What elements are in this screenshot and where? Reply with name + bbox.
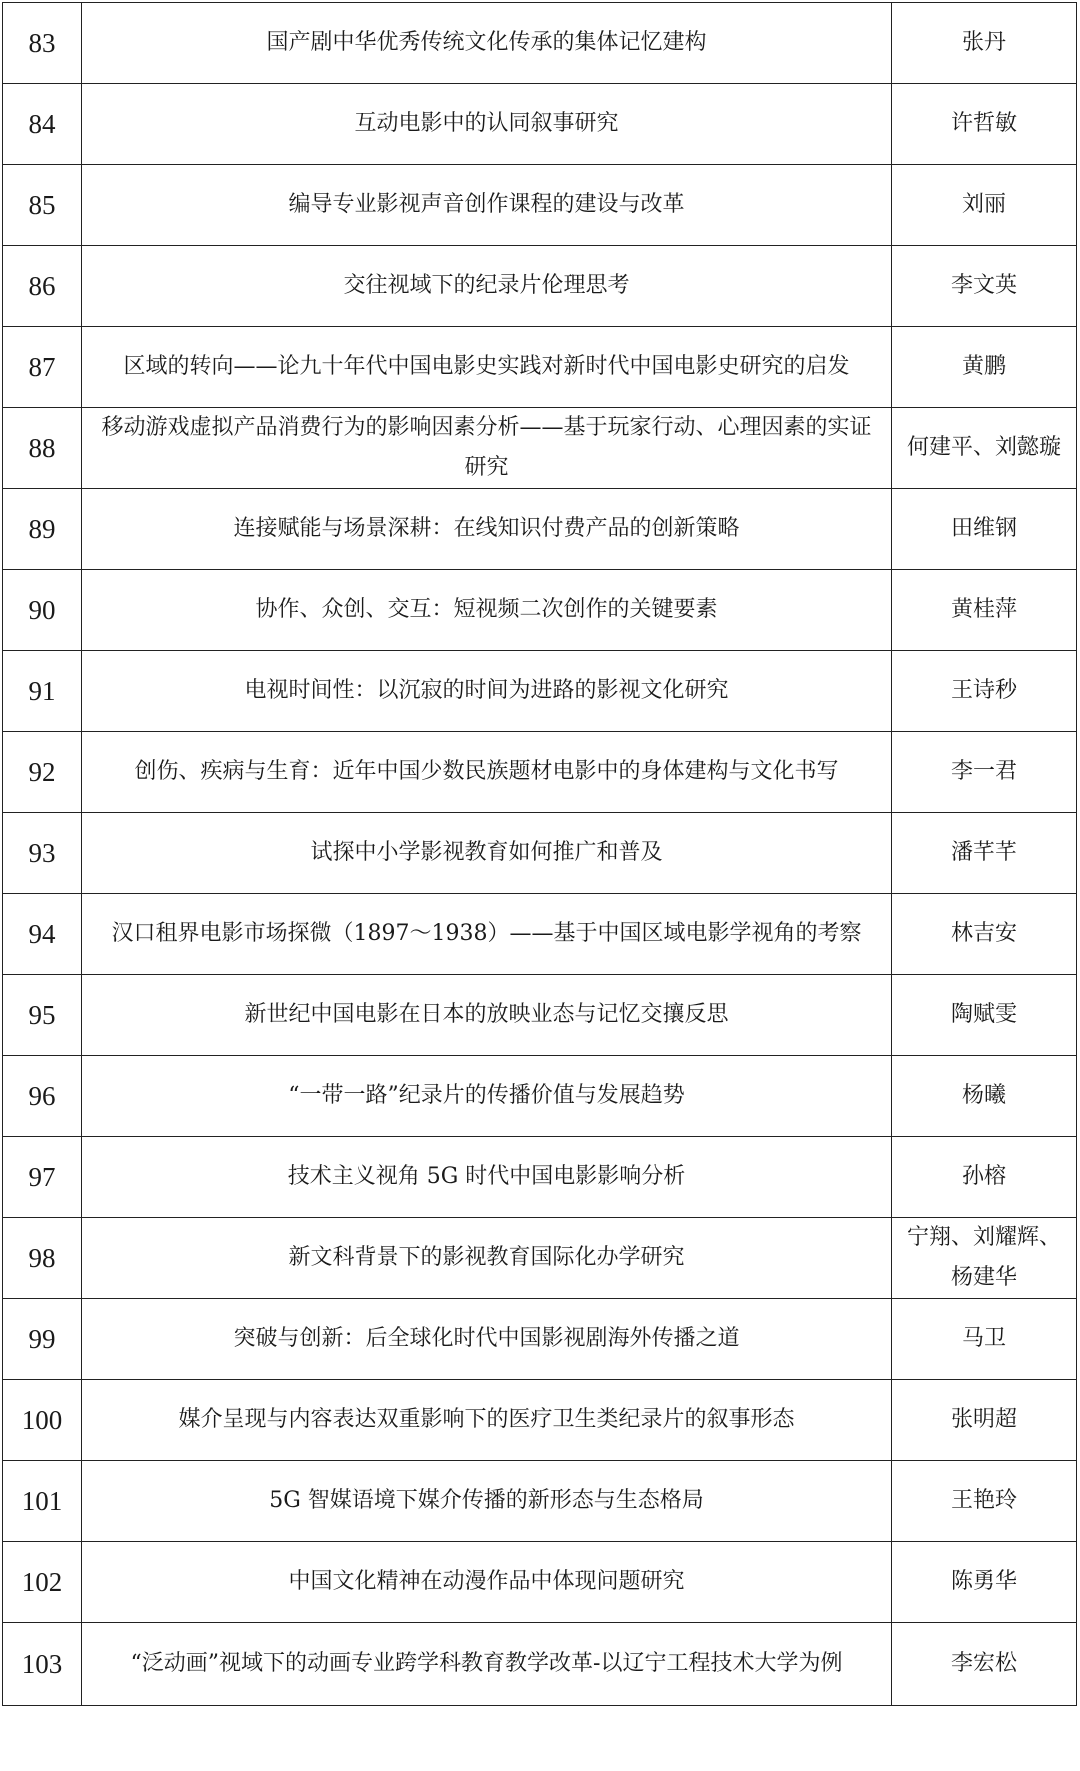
paper-author: 李文英 bbox=[892, 246, 1077, 327]
row-number: 100 bbox=[3, 1380, 82, 1461]
paper-author: 孙榕 bbox=[892, 1137, 1077, 1218]
row-number: 101 bbox=[3, 1461, 82, 1542]
paper-author: 王诗秒 bbox=[892, 651, 1077, 732]
paper-author: 田维钢 bbox=[892, 489, 1077, 570]
paper-title: 技术主义视角 5G 时代中国电影影响分析 bbox=[82, 1137, 892, 1218]
row-number: 90 bbox=[3, 570, 82, 651]
paper-title: “泛动画”视域下的动画专业跨学科教育教学改革-以辽宁工程技术大学为例 bbox=[82, 1623, 892, 1706]
row-number: 98 bbox=[3, 1218, 82, 1299]
paper-title: 连接赋能与场景深耕：在线知识付费产品的创新策略 bbox=[82, 489, 892, 570]
table-row bbox=[3, 1380, 1077, 1461]
row-number: 89 bbox=[3, 489, 82, 570]
paper-author: 张明超 bbox=[892, 1380, 1077, 1461]
paper-author: 杨曦 bbox=[892, 1056, 1077, 1137]
row-number: 94 bbox=[3, 894, 82, 975]
paper-title: 媒介呈现与内容表达双重影响下的医疗卫生类纪录片的叙事形态 bbox=[82, 1380, 892, 1461]
paper-author: 张丹 bbox=[892, 3, 1077, 84]
paper-title: 汉口租界电影市场探微（1897～1938）——基于中国区域电影学视角的考察 bbox=[82, 894, 892, 975]
paper-author: 马卫 bbox=[892, 1299, 1077, 1380]
paper-author: 李宏松 bbox=[892, 1623, 1077, 1706]
table-row bbox=[3, 3, 1077, 84]
paper-title: 新世纪中国电影在日本的放映业态与记忆交攘反思 bbox=[82, 975, 892, 1056]
row-number: 92 bbox=[3, 732, 82, 813]
table-row bbox=[3, 732, 1077, 813]
row-number: 95 bbox=[3, 975, 82, 1056]
table-row bbox=[3, 489, 1077, 570]
paper-title: 5G 智媒语境下媒介传播的新形态与生态格局 bbox=[82, 1461, 892, 1542]
row-number: 86 bbox=[3, 246, 82, 327]
paper-author: 刘丽 bbox=[892, 165, 1077, 246]
table-row bbox=[3, 813, 1077, 894]
row-number: 84 bbox=[3, 84, 82, 165]
table-row bbox=[3, 84, 1077, 165]
table-row bbox=[3, 1461, 1077, 1542]
paper-list-body bbox=[3, 3, 1077, 1706]
paper-author: 潘芊芊 bbox=[892, 813, 1077, 894]
table-row bbox=[3, 1218, 1077, 1299]
table-row bbox=[3, 327, 1077, 408]
paper-author: 何建平、刘懿璇 bbox=[892, 408, 1077, 489]
table-row bbox=[3, 246, 1077, 327]
row-number: 103 bbox=[3, 1623, 82, 1706]
table-row bbox=[3, 651, 1077, 732]
paper-title: 交往视域下的纪录片伦理思考 bbox=[82, 246, 892, 327]
paper-list-table bbox=[2, 2, 1077, 1706]
table-row bbox=[3, 1056, 1077, 1137]
paper-title: 协作、众创、交互：短视频二次创作的关键要素 bbox=[82, 570, 892, 651]
row-number: 91 bbox=[3, 651, 82, 732]
paper-author: 陈勇华 bbox=[892, 1542, 1077, 1623]
row-number: 93 bbox=[3, 813, 82, 894]
paper-author: 黄鹏 bbox=[892, 327, 1077, 408]
paper-title: 电视时间性：以沉寂的时间为进路的影视文化研究 bbox=[82, 651, 892, 732]
row-number: 87 bbox=[3, 327, 82, 408]
paper-title: “一带一路”纪录片的传播价值与发展趋势 bbox=[82, 1056, 892, 1137]
row-number: 85 bbox=[3, 165, 82, 246]
table-row bbox=[3, 408, 1077, 489]
table-row bbox=[3, 1623, 1077, 1706]
paper-author: 李一君 bbox=[892, 732, 1077, 813]
paper-author: 宁翔、刘耀辉、杨建华 bbox=[892, 1218, 1077, 1299]
paper-title: 移动游戏虚拟产品消费行为的影响因素分析——基于玩家行动、心理因素的实证研究 bbox=[82, 408, 892, 489]
paper-title: 编导专业影视声音创作课程的建设与改革 bbox=[82, 165, 892, 246]
table-row bbox=[3, 894, 1077, 975]
paper-title: 创伤、疾病与生育：近年中国少数民族题材电影中的身体建构与文化书写 bbox=[82, 732, 892, 813]
row-number: 96 bbox=[3, 1056, 82, 1137]
paper-title: 新文科背景下的影视教育国际化办学研究 bbox=[82, 1218, 892, 1299]
paper-author: 许哲敏 bbox=[892, 84, 1077, 165]
table-row bbox=[3, 1299, 1077, 1380]
row-number: 88 bbox=[3, 408, 82, 489]
paper-title: 中国文化精神在动漫作品中体现问题研究 bbox=[82, 1542, 892, 1623]
paper-author: 黄桂萍 bbox=[892, 570, 1077, 651]
table-row bbox=[3, 1542, 1077, 1623]
row-number: 99 bbox=[3, 1299, 82, 1380]
row-number: 97 bbox=[3, 1137, 82, 1218]
paper-title: 试探中小学影视教育如何推广和普及 bbox=[82, 813, 892, 894]
table-row bbox=[3, 1137, 1077, 1218]
paper-title: 互动电影中的认同叙事研究 bbox=[82, 84, 892, 165]
table-row bbox=[3, 570, 1077, 651]
row-number: 83 bbox=[3, 3, 82, 84]
paper-author: 陶赋雯 bbox=[892, 975, 1077, 1056]
paper-title: 突破与创新：后全球化时代中国影视剧海外传播之道 bbox=[82, 1299, 892, 1380]
table-row bbox=[3, 165, 1077, 246]
paper-author: 王艳玲 bbox=[892, 1461, 1077, 1542]
paper-author: 林吉安 bbox=[892, 894, 1077, 975]
paper-title: 国产剧中华优秀传统文化传承的集体记忆建构 bbox=[82, 3, 892, 84]
table-row bbox=[3, 975, 1077, 1056]
paper-title: 区域的转向——论九十年代中国电影史实践对新时代中国电影史研究的启发 bbox=[82, 327, 892, 408]
row-number: 102 bbox=[3, 1542, 82, 1623]
